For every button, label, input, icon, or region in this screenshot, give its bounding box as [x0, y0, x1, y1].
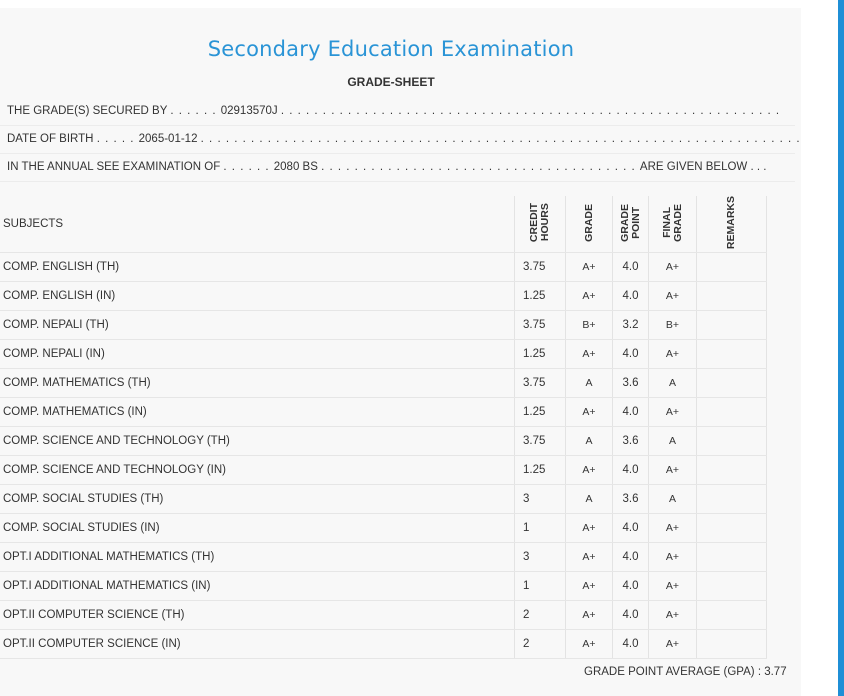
subject-cell: COMP. SCIENCE AND TECHNOLOGY (TH): [0, 427, 515, 456]
header-subjects: [0, 196, 515, 253]
header-credit-hours-label: CREDIT HOURS: [528, 203, 551, 243]
grade-point-cell: 4.0: [613, 601, 649, 630]
credit-hours-cell: 3: [515, 485, 566, 514]
dob-label: DATE OF BIRTH: [7, 133, 94, 145]
grade-point-cell: 3.6: [613, 369, 649, 398]
divider: [0, 153, 795, 154]
header-remarks: [697, 196, 767, 253]
grade-cell: A+: [566, 514, 613, 543]
credit-hours-cell: 3: [515, 543, 566, 572]
divider: [0, 125, 795, 126]
grade-point-cell: 3.6: [613, 485, 649, 514]
subject-cell: COMP. SOCIAL STUDIES (TH): [0, 485, 515, 514]
credit-hours-cell: 3.75: [515, 253, 566, 282]
table-row: [0, 253, 767, 282]
remarks-cell: [697, 282, 767, 311]
subject-cell: COMP. MATHEMATICS (IN): [0, 398, 515, 427]
final-grade-cell: A+: [649, 253, 697, 282]
header-credit-hours: [515, 196, 566, 253]
subject-cell: COMP. ENGLISH (TH): [0, 253, 515, 282]
secured-by-label: THE GRADE(S) SECURED BY: [7, 105, 168, 117]
gpa-summary: GRADE POINT AVERAGE (GPA) : 3.77: [584, 666, 787, 678]
grade-point-cell: 4.0: [613, 572, 649, 601]
credit-hours-cell: 3.75: [515, 427, 566, 456]
remarks-cell: [697, 514, 767, 543]
subject-cell: COMP. SOCIAL STUDIES (IN): [0, 514, 515, 543]
final-grade-cell: B+: [649, 311, 697, 340]
header-final-grade-label: FINAL GRADE: [660, 203, 684, 242]
subject-cell: OPT.I ADDITIONAL MATHEMATICS (TH): [0, 543, 515, 572]
table-row: [0, 456, 767, 485]
header-subjects-label: SUBJECTS: [3, 218, 64, 231]
table-row: [0, 369, 767, 398]
subject-cell: OPT.I ADDITIONAL MATHEMATICS (IN): [0, 572, 515, 601]
credit-hours-cell: 1.25: [515, 398, 566, 427]
grade-cell: A: [566, 369, 613, 398]
grades-table: [0, 196, 767, 659]
header-grade-point-label: GRADE POINT: [618, 203, 642, 242]
grade-cell: A+: [566, 630, 613, 659]
final-grade-cell: A+: [649, 398, 697, 427]
remarks-cell: [697, 572, 767, 601]
dob-value: 2065-01-12: [138, 133, 198, 145]
final-grade-cell: A+: [649, 514, 697, 543]
header-grade-label: GRADE: [582, 203, 595, 242]
table-row: [0, 601, 767, 630]
grade-point-cell: 4.0: [613, 253, 649, 282]
grade-point-cell: 4.0: [613, 514, 649, 543]
grade-cell: A+: [566, 282, 613, 311]
table-row: [0, 630, 767, 659]
remarks-cell: [697, 369, 767, 398]
final-grade-cell: A+: [649, 601, 697, 630]
remarks-cell: [697, 311, 767, 340]
grade-point-cell: 4.0: [613, 456, 649, 485]
final-grade-cell: A+: [649, 456, 697, 485]
scrollbar-accent: [838, 0, 844, 696]
credit-hours-cell: 1.25: [515, 282, 566, 311]
table-header-row: [0, 196, 767, 253]
grade-point-cell: 3.2: [613, 311, 649, 340]
table-row: [0, 543, 767, 572]
grade-cell: A+: [566, 398, 613, 427]
grade-cell: B+: [566, 311, 613, 340]
final-grade-cell: A: [649, 369, 697, 398]
grade-point-cell: 4.0: [613, 340, 649, 369]
credit-hours-cell: 2: [515, 630, 566, 659]
final-grade-cell: A: [649, 427, 697, 456]
credit-hours-cell: 1.25: [515, 340, 566, 369]
remarks-cell: [697, 398, 767, 427]
header-grade-point: [613, 196, 649, 253]
final-grade-cell: A+: [649, 630, 697, 659]
divider: [0, 181, 795, 182]
credit-hours-cell: 3.75: [515, 369, 566, 398]
exam-line: IN THE ANNUAL SEE EXAMINATION OF . . . . . . 2080 BS . . . . . . . . . . . . . . . . . . . . . . . . . . . . . . . . . . . . . . ARE GIVEN BELOW . . .: [7, 161, 767, 173]
table-row: [0, 427, 767, 456]
remarks-cell: [697, 456, 767, 485]
credit-hours-cell: 1: [515, 514, 566, 543]
remarks-cell: [697, 601, 767, 630]
final-grade-cell: A: [649, 485, 697, 514]
symbol-number: 02913570J: [220, 105, 278, 117]
exam-label: IN THE ANNUAL SEE EXAMINATION OF: [7, 161, 221, 173]
header-remarks-label: REMARKS: [725, 196, 737, 250]
grade-cell: A: [566, 427, 613, 456]
subject-cell: COMP. NEPALI (TH): [0, 311, 515, 340]
credit-hours-cell: 2: [515, 601, 566, 630]
subject-cell: OPT.II COMPUTER SCIENCE (TH): [0, 601, 515, 630]
credit-hours-cell: 3.75: [515, 311, 566, 340]
table-row: [0, 311, 767, 340]
grade-cell: A+: [566, 601, 613, 630]
grade-point-cell: 3.6: [613, 427, 649, 456]
grade-point-cell: 4.0: [613, 282, 649, 311]
header-grade: [566, 196, 613, 253]
secured-by-line: THE GRADE(S) SECURED BY . . . . . . 02913570J . . . . . . . . . . . . . . . . . . . . . . . . . . . . . . . . . . . . . . . . . . . . . . . . . . . . . . . . . . . .: [7, 105, 781, 117]
remarks-cell: [697, 340, 767, 369]
grade-point-cell: 4.0: [613, 630, 649, 659]
table-row: [0, 485, 767, 514]
exam-title: Secondary Education Examination: [207, 37, 575, 61]
table-row: [0, 282, 767, 311]
table-row: [0, 514, 767, 543]
final-grade-cell: A+: [649, 543, 697, 572]
subject-cell: COMP. ENGLISH (IN): [0, 282, 515, 311]
remarks-cell: [697, 630, 767, 659]
grade-cell: A+: [566, 340, 613, 369]
grade-cell: A: [566, 485, 613, 514]
remarks-cell: [697, 543, 767, 572]
subject-cell: COMP. MATHEMATICS (TH): [0, 369, 515, 398]
final-grade-cell: A+: [649, 340, 697, 369]
credit-hours-cell: 1: [515, 572, 566, 601]
grade-cell: A+: [566, 543, 613, 572]
subject-cell: COMP. SCIENCE AND TECHNOLOGY (IN): [0, 456, 515, 485]
grade-cell: A+: [566, 253, 613, 282]
header-final-grade: [649, 196, 697, 253]
grade-cell: A+: [566, 456, 613, 485]
grade-point-cell: 4.0: [613, 543, 649, 572]
final-grade-cell: A+: [649, 282, 697, 311]
dob-line: DATE OF BIRTH . . . . . 2065-01-12 . . . . . . . . . . . . . . . . . . . . . . . . . . . . . . . . . . . . . . . . . . . . . . . . . . . . . . . . . . . . . . . . . . . . . . . .: [7, 133, 801, 145]
table-row: [0, 572, 767, 601]
subject-cell: OPT.II COMPUTER SCIENCE (IN): [0, 630, 515, 659]
subject-cell: COMP. NEPALI (IN): [0, 340, 515, 369]
remarks-cell: [697, 253, 767, 282]
exam-suffix: ARE GIVEN BELOW . . .: [639, 161, 767, 173]
table-row: [0, 340, 767, 369]
table-row: [0, 398, 767, 427]
credit-hours-cell: 1.25: [515, 456, 566, 485]
grade-point-cell: 4.0: [613, 398, 649, 427]
grade-cell: A+: [566, 572, 613, 601]
remarks-cell: [697, 485, 767, 514]
grade-sheet-heading: GRADE-SHEET: [347, 75, 435, 89]
remarks-cell: [697, 427, 767, 456]
final-grade-cell: A+: [649, 572, 697, 601]
exam-year: 2080 BS: [273, 161, 318, 173]
